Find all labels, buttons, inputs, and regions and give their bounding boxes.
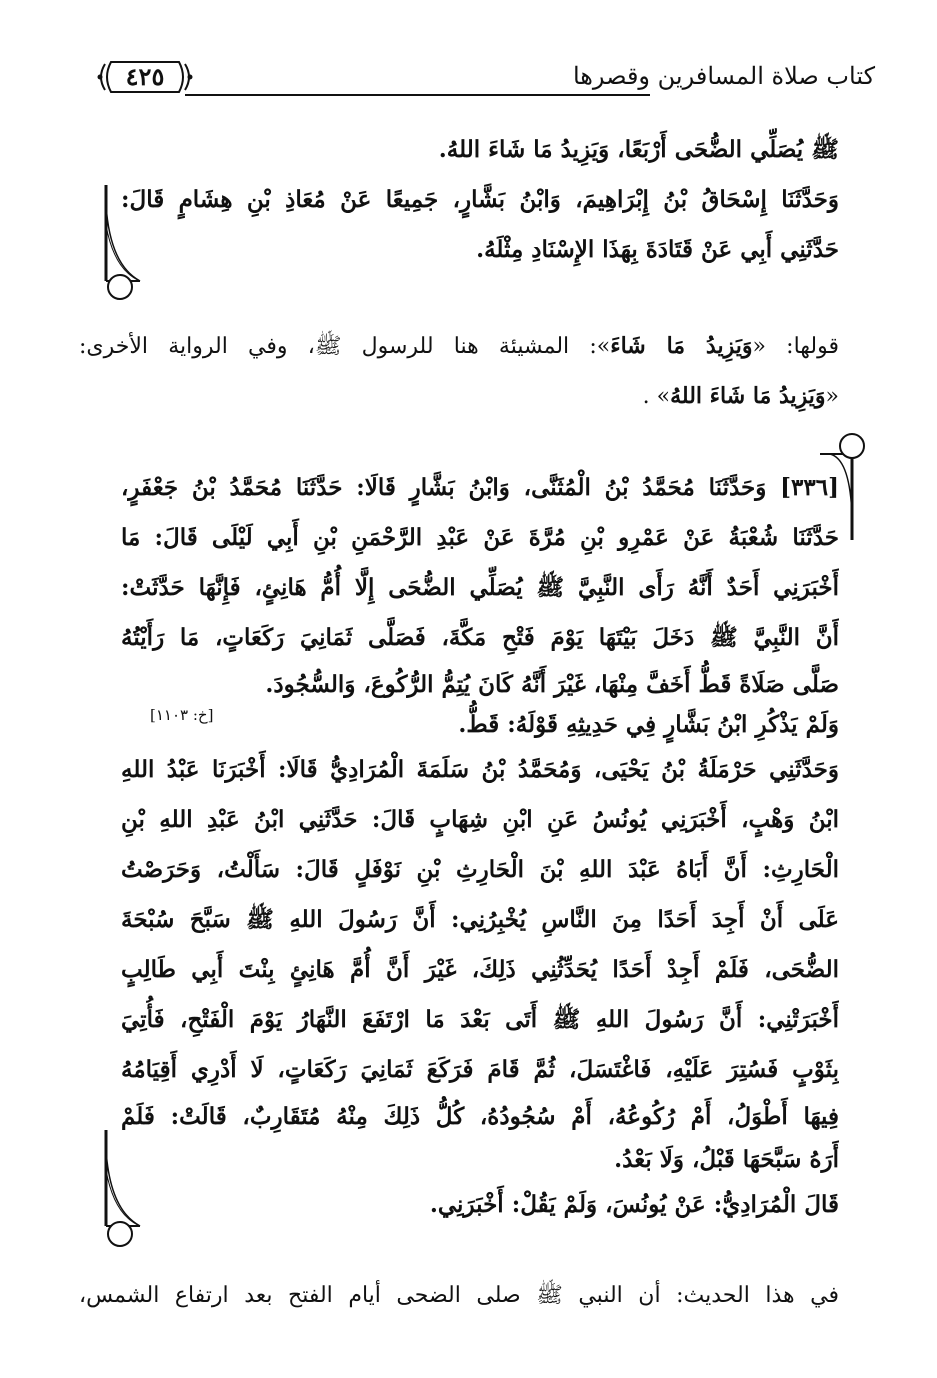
hadith-line: عَلَى أَنْ أَجِدَ أَحَدًا مِنَ النَّاسِ يُخْبِرُنِي: أَنَّ رَسُولَ اللهِ ﷺ سَبَّحَ سُبْحَةَ (121, 906, 839, 933)
hadith-line: حَدَّثَنِي أَبِي عَنْ قَتَادَةَ بِهَذَا الإِسْنَادِ مِثْلَهُ. (476, 236, 839, 263)
commentary-line: في هذا الحديث: أن النبي ﷺ صلى الضحى أيام الفتح بعد ارتفاع الشمس، (79, 1283, 839, 1308)
hadith-line: ابْنُ وَهْبٍ، أَخْبَرَنِي يُونُسُ عَنِ ابْنِ شِهَابٍ قَالَ: حَدَّثَنِي ابْنُ عَبْدِ اللهِ بْنِ (121, 806, 839, 833)
hadith-line: وَحَدَّثَنِي حَرْمَلَةُ بْنُ يَحْيَى، وَمُحَمَّدُ بْنُ سَلَمَةَ الْمُرَادِيُّ قَالَا: أَخْبَرَنَا عَبْدُ اللهِ (121, 756, 839, 783)
hadith-line: أَنَّ النَّبِيَّ ﷺ دَخَلَ بَيْتَهَا يَوْمَ فَتْحِ مَكَّةَ، فَصَلَّى ثَمَانِيَ رَكَعَاتٍ، مَا رَأَيْتُهُ (121, 624, 839, 651)
hadith-line: قَالَ الْمُرَادِيُّ: عَنْ يُونُسَ، وَلَمْ يَقُلْ: أَخْبَرَنِي. (429, 1191, 839, 1218)
hadith-line: [٣٣٦] وَحَدَّثَنَا مُحَمَّدُ بْنُ الْمُثَنَّى، وَابْنُ بَشَّارٍ قَالَا: حَدَّثَنَا مُحَمَّدُ بْنُ جَعْفَرٍ، (121, 474, 839, 501)
hadith-line: صَلَّى صَلَاةً قَطُّ أَخَفَّ مِنْهَا، غَيْرَ أَنَّهُ كَانَ يُتِمُّ الرُّكُوعَ، وَالسُّجُودَ. (265, 671, 839, 698)
commentary-line: قولها: «وَيَزِيدُ مَا شَاءَ»: المشيئة هنا للرسول ﷺ، وفي الرواية الأخرى: (79, 333, 839, 359)
hadith-line: وَلَمْ يَذْكُرِ ابْنُ بَشَّارٍ فِي حَدِيثِهِ قَوْلَهُ: قَطُّ. (458, 711, 839, 738)
hadith-line: حَدَّثَنَا شُعْبَةُ عَنْ عَمْرِو بْنِ مُرَّةَ عَنْ عَبْدِ الرَّحْمَنِ بْنِ أَبِي لَيْلَى قَالَ: مَا (121, 524, 839, 551)
page-number-ornament (95, 58, 195, 96)
hadith-line: فِيهَا أَطْوَلُ، أَمْ رُكُوعُهُ، أَمْ سُجُودُهُ، كُلُّ ذَلِكَ مِنْهُ مُتَقَارِبٌ، قَالَتْ: فَلَمْ (121, 1103, 839, 1130)
commentary-line: «وَيَزِيدُ مَا شَاءَ اللهُ» . (642, 383, 839, 409)
running-title: كتاب صلاة المسافرين وقصرها (572, 62, 875, 90)
hadith-line: أَخْبَرَتْنِي: أَنَّ رَسُولَ اللهِ ﷺ أَتَى بَعْدَ مَا ارْتَفَعَ النَّهَارُ يَوْمَ الْفَتْحِ، فَأُتِيَ (121, 1006, 839, 1033)
hadith-line: أَرَهُ سَبَّحَهَا قَبْلُ، وَلَا بَعْدُ. (614, 1146, 839, 1173)
page-header (95, 42, 875, 118)
hadith-line: وَحَدَّثَنَا إِسْحَاقُ بْنُ إِبْرَاهِيمَ، وَابْنُ بَشَّارٍ، جَمِيعًا عَنْ مُعَاذِ بْنِ هِشَامٍ قَالَ: (121, 186, 839, 213)
hadith-line: بِثَوْبٍ فَسُتِرَ عَلَيْهِ، فَاغْتَسَلَ، ثُمَّ قَامَ فَرَكَعَ ثَمَانِيَ رَكَعَاتٍ، لَا أَدْرِي أَقِيَامُهُ (121, 1056, 839, 1083)
page-number: ٤٢٥ (125, 62, 165, 91)
reference-citation: [خ: ١١٠٣] (150, 706, 214, 724)
hadith-line: الضُّحَى، فَلَمْ أَجِدْ أَحَدًا يُحَدِّثُنِي ذَلِكَ، غَيْرَ أَنَّ أُمَّ هَانِئٍ بِنْتَ أَبِي طَالِبٍ (121, 956, 839, 983)
header-rule (185, 94, 650, 96)
hadith-line: أَخْبَرَنِي أَحَدٌ أَنَّهُ رَأَى النَّبِيَّ ﷺ يُصَلِّي الضُّحَى إِلَّا أُمُّ هَانِئٍ، فَإِنَّهَا حَدَّثَتْ: (121, 574, 839, 601)
hadith-line: ﷺ يُصَلِّي الضُّحَى أَرْبَعًا، وَيَزِيدُ مَا شَاءَ اللهُ. (438, 136, 839, 163)
hadith-line: الْحَارِثِ: أَنَّ أَبَاهُ عَبْدَ اللهِ بْنَ الْحَارِثِ بْنِ نَوْفَلٍ قَالَ: سَأَلْتُ، وَحَرَصْتُ (121, 856, 839, 883)
